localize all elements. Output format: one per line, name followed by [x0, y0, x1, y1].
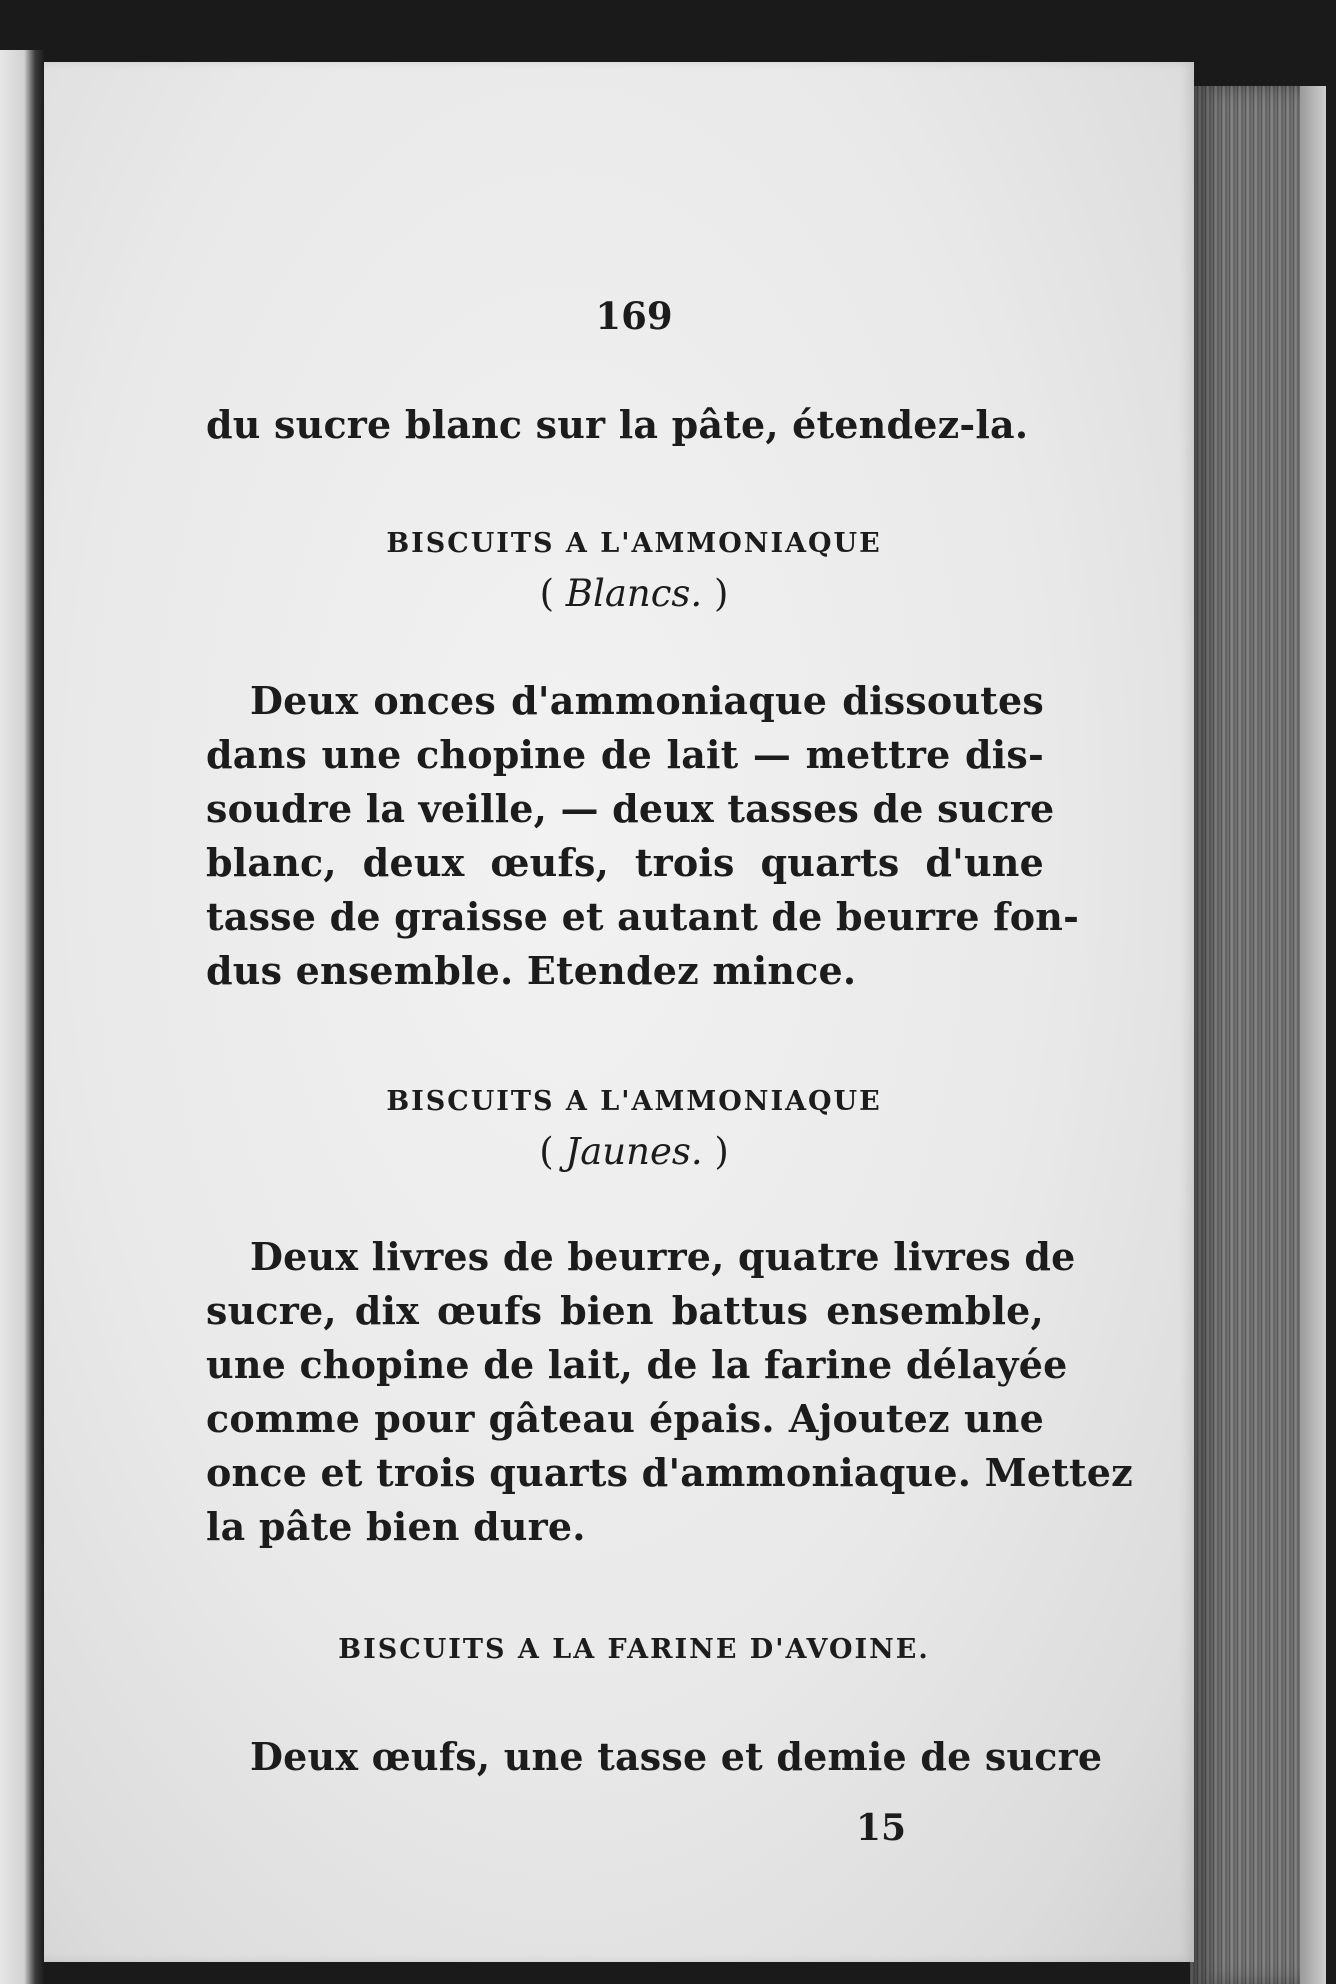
- recipe-title: BISCUITS A L'AMMONIAQUE: [386, 1086, 882, 1117]
- recipe-subtitle: ( Jaunes. ): [539, 1130, 729, 1173]
- recipe-line: Deux œufs, une tasse et demie de sucre: [250, 1734, 1103, 1779]
- book-page: [44, 62, 1194, 1962]
- recipe-line: dans une chopine de lait — mettre dis-: [206, 732, 1044, 777]
- recipe-subtitle-text: Blancs.: [565, 572, 703, 615]
- recipe-line: blanc, deux œufs, trois quarts d'une: [206, 840, 1044, 885]
- recipe-title: BISCUITS A L'AMMONIAQUE: [386, 528, 882, 559]
- signature-mark: 15: [856, 1807, 907, 1849]
- recipe-line: Deux onces d'ammoniaque dissoutes: [250, 678, 1044, 723]
- recipe-line: la pâte bien dure.: [206, 1504, 586, 1549]
- facing-page-edge: [0, 50, 44, 1984]
- page-number: 169: [595, 294, 673, 338]
- recipe-subtitle-text: Jaunes.: [565, 1130, 703, 1173]
- recipe-line: Deux livres de beurre, quatre livres de: [250, 1234, 1076, 1279]
- recipe-line: une chopine de lait, de la farine délayée: [206, 1342, 1068, 1387]
- recipe-line: sucre, dix œufs bien battus ensemble,: [206, 1288, 1044, 1333]
- recipe-line: once et trois quarts d'ammoniaque. Mettez: [206, 1450, 1133, 1495]
- recipe-line: tasse de graisse et autant de beurre fon-: [206, 894, 1080, 939]
- recipe-line: dus ensemble. Etendez mince.: [206, 948, 857, 993]
- book-page-edges: [1190, 86, 1300, 1984]
- recipe-line: soudre la veille, — deux tasses de sucre: [206, 786, 1055, 831]
- continuation-line: du sucre blanc sur la pâte, étendez-la.: [206, 402, 1029, 447]
- recipe-title: BISCUITS A LA FARINE D'AVOINE.: [338, 1634, 930, 1665]
- recipe-line: comme pour gâteau épais. Ajoutez une: [206, 1396, 1044, 1441]
- recipe-subtitle: ( Blancs. ): [539, 572, 729, 615]
